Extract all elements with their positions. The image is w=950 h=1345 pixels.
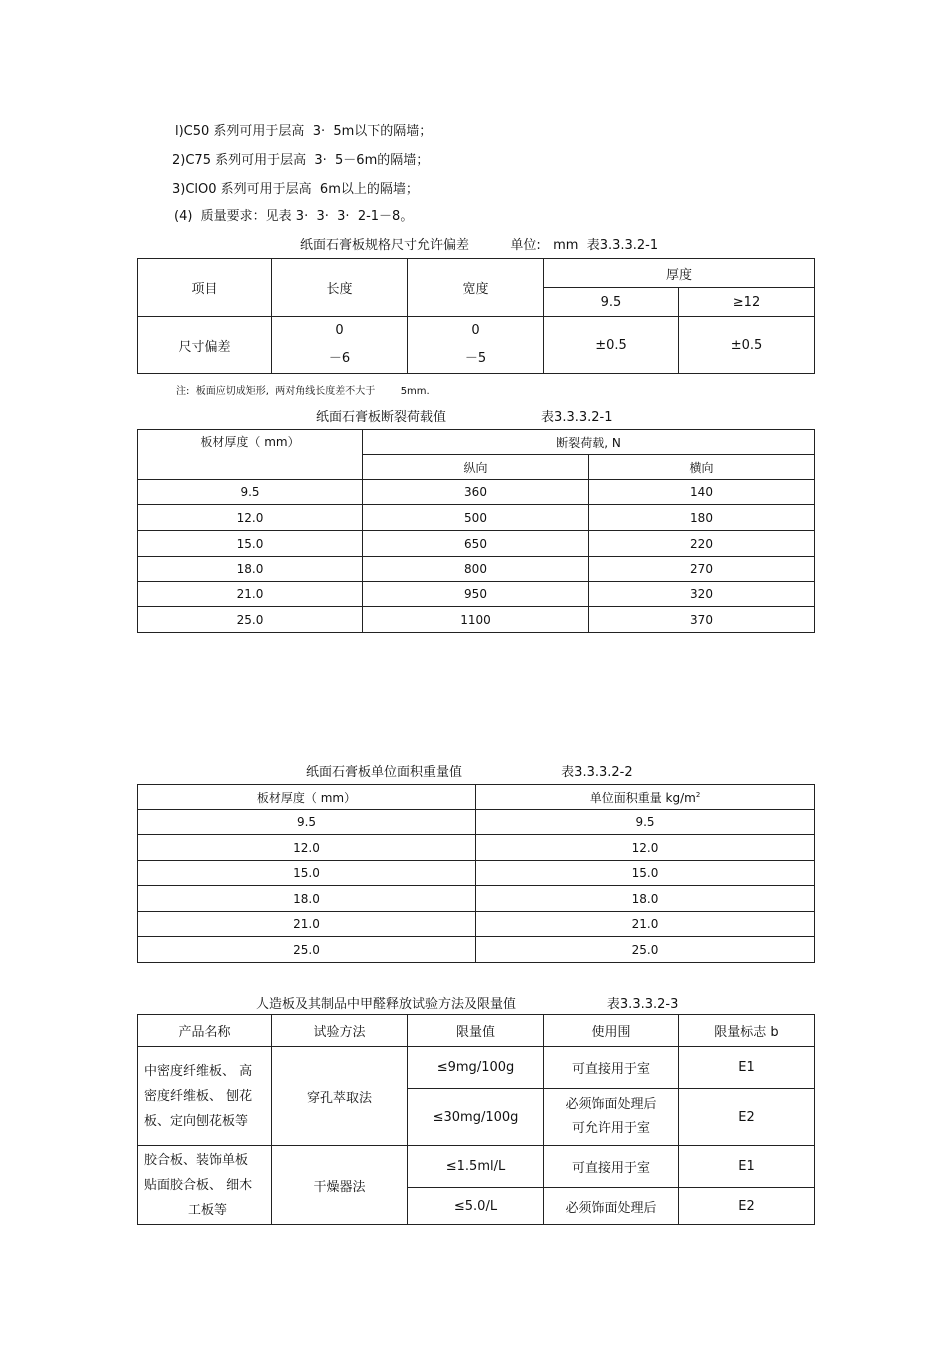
- group1-name-line: 板、定向刨花板等: [144, 1113, 249, 1129]
- cell-mark: E2: [679, 1188, 815, 1225]
- cell-scope: 可直接用于室: [544, 1146, 679, 1188]
- cell-weight: 21.0: [476, 912, 815, 937]
- cell-longitudinal: 360: [363, 480, 589, 505]
- table-row: [138, 912, 815, 937]
- cell-longitudinal: 950: [363, 582, 589, 607]
- header-thickness: 板材厚度（ mm）: [138, 430, 363, 480]
- table4: [137, 1014, 815, 1225]
- table1: [137, 258, 815, 374]
- header-limit-mark: 限量标志 b: [679, 1015, 815, 1047]
- length-deviation: [272, 317, 408, 374]
- header-unit-weight-sup: 2: [695, 790, 701, 799]
- table-row: [138, 557, 815, 582]
- cell-mark: E1: [679, 1047, 815, 1089]
- cell-thickness: 18.0: [138, 557, 363, 582]
- intro-line-4: (4) 质量要求：见表 3· 3· 3· 2-1－8。: [174, 209, 414, 224]
- cell-scope: 必须饰面处理后: [544, 1188, 679, 1225]
- thickness-9-5-deviation: ±0.5: [544, 317, 679, 374]
- intro-line-2: 2)C75 系列可用于层高 3· 5－6m的隔墙；: [172, 153, 430, 168]
- intro-line-1: l)C50 系列可用于层高 3· 5m以下的隔墙；: [175, 124, 433, 139]
- header-thickness-9-5: 9.5: [544, 288, 679, 317]
- group2-name-line: 胶合板、装饰单板: [144, 1152, 249, 1168]
- width-upper: 0: [471, 323, 480, 338]
- cell-transverse: 270: [589, 557, 815, 582]
- header-thickness: 厚度: [544, 259, 815, 288]
- cell-longitudinal: 500: [363, 505, 589, 531]
- cell-transverse: 370: [589, 607, 815, 633]
- table-row: [138, 810, 815, 835]
- group1-name-line: 中密度纤维板、 高: [144, 1063, 253, 1079]
- header-unit-weight-label: 单位面积重量 kg/m: [589, 790, 696, 805]
- width-lower: －5: [464, 351, 487, 366]
- cell-longitudinal: 1100: [363, 607, 589, 633]
- table3-caption: 纸面石膏板单位面积重量值 表3.3.3.2-2: [306, 765, 633, 780]
- table-row: [138, 607, 815, 633]
- thickness-12-deviation: ±0.5: [679, 317, 815, 374]
- length-upper: 0: [335, 323, 344, 338]
- intro-line-3: 3)ClO0 系列可用于层高 6m以上的隔墙；: [172, 182, 419, 197]
- header-width: 宽度: [408, 259, 544, 317]
- cell-limit: ≤30mg/100g: [408, 1089, 544, 1146]
- table2-caption: 纸面石膏板断裂荷载值 表3.3.3.2-1: [316, 410, 613, 425]
- table-row: [138, 1047, 815, 1089]
- cell-mark: E2: [679, 1089, 815, 1146]
- table-row: [138, 531, 815, 557]
- header-product-name: 产品名称: [138, 1015, 272, 1047]
- header-length: 长度: [272, 259, 408, 317]
- header-limit: 限量值: [408, 1015, 544, 1047]
- cell-thickness: 15.0: [138, 531, 363, 557]
- cell-longitudinal: 650: [363, 531, 589, 557]
- table4-caption: 人造板及其制品中甲醛释放试验方法及限量值 表3.3.3.2-3: [256, 997, 679, 1012]
- cell-thickness: 9.5: [138, 480, 363, 505]
- table-row: [138, 480, 815, 505]
- cell-mark: E1: [679, 1146, 815, 1188]
- cell-transverse: 320: [589, 582, 815, 607]
- header-thickness: 板材厚度（ mm）: [138, 785, 476, 810]
- cell-limit: ≤5.0/L: [408, 1188, 544, 1225]
- group2-name-line: 工板等: [187, 1202, 227, 1218]
- row-label-dimension-deviation: 尺寸偏差: [138, 317, 272, 374]
- cell-transverse: 140: [589, 480, 815, 505]
- table-row: [138, 886, 815, 912]
- header-test-method: 试验方法: [272, 1015, 408, 1047]
- cell-scope: 可直接用于室: [544, 1047, 679, 1089]
- cell-thickness: 12.0: [138, 835, 476, 861]
- cell-weight: 18.0: [476, 886, 815, 912]
- cell-transverse: 220: [589, 531, 815, 557]
- cell-weight: 9.5: [476, 810, 815, 835]
- table1-caption: 纸面石膏板规格尺寸允许偏差 单位: mm 表3.3.3.2-1: [300, 238, 659, 253]
- cell-weight: 15.0: [476, 861, 815, 886]
- table-row: [138, 505, 815, 531]
- header-longitudinal: 纵向: [363, 455, 589, 480]
- cell-thickness: 15.0: [138, 861, 476, 886]
- width-deviation: [408, 317, 544, 374]
- cell-thickness: 21.0: [138, 582, 363, 607]
- table-row: [138, 582, 815, 607]
- cell-thickness: 25.0: [138, 607, 363, 633]
- cell-thickness: 9.5: [138, 810, 476, 835]
- table-row: [138, 861, 815, 886]
- group1-name-line: 密度纤维板、 刨花: [144, 1088, 253, 1104]
- table-row: [138, 1146, 815, 1188]
- group2-test-method: 干燥器法: [272, 1146, 408, 1225]
- scope-line: 可允许用于室: [571, 1121, 650, 1136]
- cell-thickness: 18.0: [138, 886, 476, 912]
- cell-limit: ≤1.5ml/L: [408, 1146, 544, 1188]
- header-thickness-12: ≥12: [679, 288, 815, 317]
- scope-line: 必须饰面处理后: [565, 1097, 657, 1112]
- group1-product-name: [138, 1047, 272, 1146]
- header-unit-weight: [476, 785, 815, 810]
- cell-weight: 25.0: [476, 937, 815, 963]
- table3: [137, 784, 815, 963]
- cell-limit: ≤9mg/100g: [408, 1047, 544, 1089]
- table2: [137, 429, 815, 633]
- table-row: [138, 937, 815, 963]
- cell-thickness: 25.0: [138, 937, 476, 963]
- cell-thickness: 21.0: [138, 912, 476, 937]
- cell-thickness: 12.0: [138, 505, 363, 531]
- group2-product-name: [138, 1146, 272, 1225]
- length-lower: －6: [328, 351, 351, 366]
- cell-weight: 12.0: [476, 835, 815, 861]
- header-transverse: 横向: [589, 455, 815, 480]
- header-breaking-load: 断裂荷载, N: [363, 430, 815, 455]
- header-item: 项目: [138, 259, 272, 317]
- cell-longitudinal: 800: [363, 557, 589, 582]
- group1-test-method: 穿孔萃取法: [272, 1047, 408, 1146]
- group2-name-line: 贴面胶合板、 细木: [144, 1177, 253, 1193]
- table1-note: 注: 板面应切成矩形, 两对角线长度差不大于 5mm.: [176, 386, 430, 397]
- cell-scope: [544, 1089, 679, 1146]
- header-scope: 使用围: [544, 1015, 679, 1047]
- cell-transverse: 180: [589, 505, 815, 531]
- table-row: [138, 835, 815, 861]
